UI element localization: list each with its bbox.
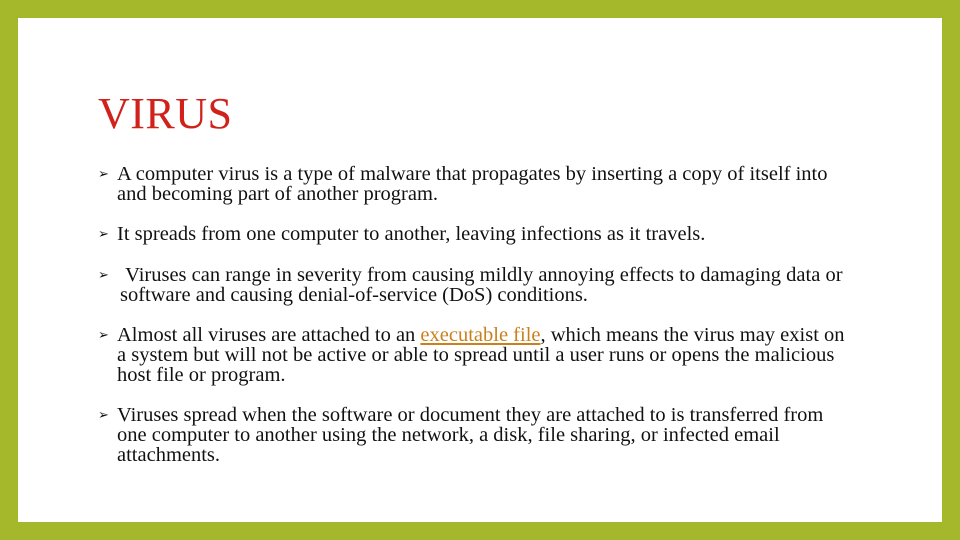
bullet-text (117, 325, 858, 385)
bullet-text-after-link: , which means the virus may exist on a system but will not be active or able to spread until a user runs or opens the malicious host file or program. (117, 324, 845, 386)
bullet-text: Viruses spread when the software or document they are attached to is transferred from one computer to another using the network, a disk, file sharing, or infected email attachments. (117, 404, 824, 466)
slide-title: VIRUS (98, 89, 233, 138)
bullet-item (98, 265, 858, 305)
slide (18, 18, 942, 522)
arrow-bullet-icon: ➢ (98, 328, 109, 343)
bullet-text-before-link: Almost all viruses are attached to an (117, 324, 421, 346)
bullet-item (98, 405, 858, 465)
bullet-text: It spreads from one computer to another, leaving infections as it travels. (117, 223, 706, 245)
bullet-text: Viruses can range in severity from causing mildly annoying effects to damaging data or software and causing denial-of-service (DoS) conditions. (120, 264, 848, 306)
arrow-bullet-icon: ➢ (98, 268, 109, 283)
bullet-text: A computer virus is a type of malware that propagates by inserting a copy of itself into and becoming part of another program. (117, 163, 828, 205)
arrow-bullet-icon: ➢ (98, 227, 109, 242)
executable-file-link[interactable]: executable file (420, 324, 541, 346)
arrow-bullet-icon: ➢ (98, 408, 109, 423)
bullet-item (98, 224, 858, 245)
bullet-item (98, 164, 858, 204)
bullet-item (98, 325, 858, 385)
arrow-bullet-icon: ➢ (98, 167, 109, 182)
bullet-list (98, 164, 858, 485)
